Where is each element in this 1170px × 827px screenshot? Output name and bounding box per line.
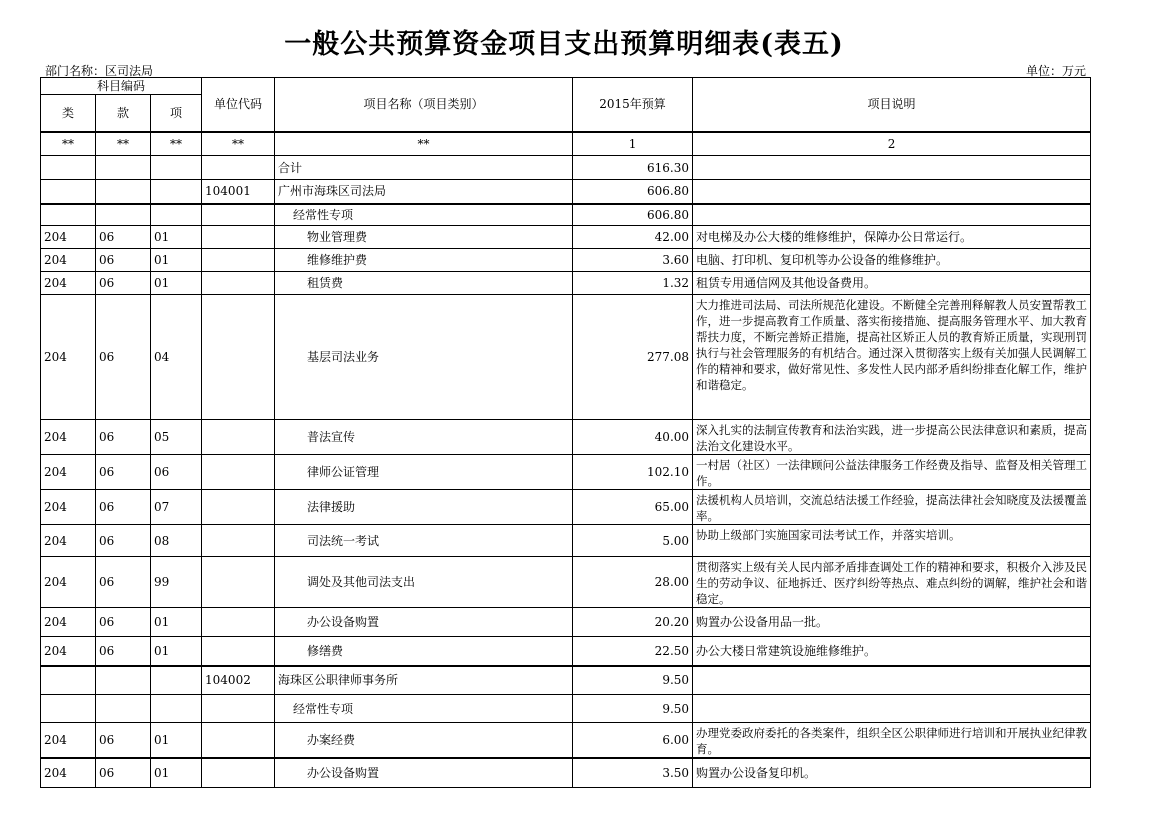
cell-description: 一村居（社区）一法律顾问公益法律服务工作经费及指导、监督及相关管理工作。	[693, 455, 1091, 490]
table-row	[41, 272, 1091, 295]
cell-lei	[41, 180, 96, 204]
cell-kuan	[96, 180, 151, 204]
cell-description: 办理党委政府委托的各类案件，组织全区公职律师进行培训和开展执业纪律教育。	[693, 723, 1091, 759]
cell-unit-code	[202, 249, 275, 272]
table-row	[41, 180, 1091, 204]
cell-project-name: 经常性专项	[275, 204, 573, 226]
cell-description: 购置办公设备用品一批。	[693, 608, 1091, 637]
cell-lei: 204	[41, 637, 96, 666]
cell-lei: 204	[41, 226, 96, 249]
cell-project-name: 普法宣传	[275, 420, 573, 455]
table-row	[41, 723, 1091, 759]
marker-budget: 1	[573, 132, 693, 156]
cell-budget-amount: 102.10	[573, 455, 693, 490]
cell-xiang: 01	[151, 249, 202, 272]
cell-description	[693, 666, 1091, 695]
cell-budget-amount: 3.60	[573, 249, 693, 272]
cell-project-name: 办公设备购置	[275, 758, 573, 787]
header-subject-code: 科目编码	[41, 78, 202, 95]
cell-kuan: 06	[96, 608, 151, 637]
cell-lei	[41, 695, 96, 723]
cell-lei: 204	[41, 295, 96, 420]
cell-xiang: 01	[151, 758, 202, 787]
marker-xiang: **	[151, 132, 202, 156]
cell-project-name: 基层司法业务	[275, 295, 573, 420]
cell-budget-amount: 22.50	[573, 637, 693, 666]
cell-description: 电脑、打印机、复印机等办公设备的维修维护。	[693, 249, 1091, 272]
cell-description: 贯彻落实上级有关人民内部矛盾排查调处工作的精神和要求，积极介入涉及民生的劳动争议、征地拆迁、医疗纠纷等热点、难点纠纷的调解，维护社会和谐稳定。	[693, 557, 1091, 608]
cell-lei: 204	[41, 490, 96, 525]
cell-project-name: 租赁费	[275, 272, 573, 295]
cell-xiang	[151, 666, 202, 695]
cell-budget-amount: 9.50	[573, 695, 693, 723]
cell-xiang: 01	[151, 637, 202, 666]
cell-budget-amount: 20.20	[573, 608, 693, 637]
cell-unit-code: 104002	[202, 666, 275, 695]
cell-xiang: 01	[151, 723, 202, 759]
header-lei: 类	[41, 95, 96, 132]
cell-lei: 204	[41, 723, 96, 759]
cell-xiang: 05	[151, 420, 202, 455]
cell-lei: 204	[41, 455, 96, 490]
cell-project-name: 广州市海珠区司法局	[275, 180, 573, 204]
table-row	[41, 557, 1091, 608]
cell-description	[693, 695, 1091, 723]
cell-xiang: 99	[151, 557, 202, 608]
cell-kuan: 06	[96, 758, 151, 787]
cell-unit-code	[202, 490, 275, 525]
cell-kuan	[96, 695, 151, 723]
cell-project-name: 调处及其他司法支出	[275, 557, 573, 608]
cell-description: 法援机构人员培训，交流总结法援工作经验，提高法律社会知晓度及法援覆盖率。	[693, 490, 1091, 525]
department-label: 部门名称：区司法局	[45, 64, 154, 78]
cell-project-name: 法律援助	[275, 490, 573, 525]
table-row	[41, 608, 1091, 637]
cell-kuan: 06	[96, 226, 151, 249]
cell-lei: 204	[41, 557, 96, 608]
cell-budget-amount: 606.80	[573, 204, 693, 226]
table-row	[41, 226, 1091, 249]
cell-unit-code	[202, 226, 275, 249]
table-row	[41, 666, 1091, 695]
marker-name: **	[275, 132, 573, 156]
cell-description: 协助上级部门实施国家司法考试工作，并落实培训。	[693, 525, 1091, 557]
cell-kuan: 06	[96, 272, 151, 295]
cell-project-name: 律师公证管理	[275, 455, 573, 490]
table-row	[41, 490, 1091, 525]
cell-unit-code	[202, 557, 275, 608]
cell-description: 大力推进司法局、司法所规范化建设。不断健全完善刑释解教人员安置帮教工作，进一步提高教育工作质量、落实衔接措施、提高服务管理水平、加大教育帮扶力度，不断完善矫正措施，提高社区矫正人员的教育矫正质量，实现刑罚执行与社会管理服务的有机结合。通过深入贯彻落实上级有关加强人民调解工作的精神和要求，做好常见性、多发性人民内部矛盾纠纷排查化解工作，维护和谐稳定。	[693, 295, 1091, 420]
header-project-name: 项目名称（项目类别）	[275, 78, 573, 132]
cell-budget-amount: 277.08	[573, 295, 693, 420]
cell-kuan: 06	[96, 295, 151, 420]
marker-desc: 2	[693, 132, 1091, 156]
cell-project-name: 海珠区公职律师事务所	[275, 666, 573, 695]
header-xiang: 项	[151, 95, 202, 132]
table-row	[41, 420, 1091, 455]
table-row	[41, 758, 1091, 787]
cell-kuan	[96, 156, 151, 180]
cell-budget-amount: 42.00	[573, 226, 693, 249]
cell-kuan: 06	[96, 249, 151, 272]
cell-unit-code	[202, 637, 275, 666]
cell-xiang: 04	[151, 295, 202, 420]
cell-budget-amount: 40.00	[573, 420, 693, 455]
table-row	[41, 455, 1091, 490]
cell-xiang: 07	[151, 490, 202, 525]
cell-description	[693, 204, 1091, 226]
table-row	[41, 249, 1091, 272]
cell-description: 购置办公设备复印机。	[693, 758, 1091, 787]
cell-unit-code: 104001	[202, 180, 275, 204]
cell-kuan: 06	[96, 490, 151, 525]
table-row	[41, 204, 1091, 226]
cell-lei: 204	[41, 758, 96, 787]
cell-project-name: 合计	[275, 156, 573, 180]
cell-description: 对电梯及办公大楼的维修维护，保障办公日常运行。	[693, 226, 1091, 249]
cell-unit-code	[202, 758, 275, 787]
cell-budget-amount: 65.00	[573, 490, 693, 525]
marker-kuan: **	[96, 132, 151, 156]
cell-lei: 204	[41, 608, 96, 637]
cell-budget-amount: 9.50	[573, 666, 693, 695]
cell-xiang: 01	[151, 272, 202, 295]
header-kuan: 款	[96, 95, 151, 132]
table-row	[41, 525, 1091, 557]
page-title: 一般公共预算资金项目支出预算明细表(表五)	[284, 29, 844, 60]
cell-unit-code	[202, 455, 275, 490]
cell-kuan: 06	[96, 637, 151, 666]
table-row	[41, 295, 1091, 420]
cell-lei	[41, 666, 96, 695]
cell-unit-code	[202, 723, 275, 759]
cell-unit-code	[202, 156, 275, 180]
cell-budget-amount: 1.32	[573, 272, 693, 295]
cell-unit-code	[202, 608, 275, 637]
cell-budget-amount: 606.80	[573, 180, 693, 204]
cell-kuan	[96, 666, 151, 695]
cell-budget-amount: 5.00	[573, 525, 693, 557]
table-row	[41, 695, 1091, 723]
cell-description	[693, 156, 1091, 180]
cell-unit-code	[202, 695, 275, 723]
cell-kuan: 06	[96, 455, 151, 490]
cell-xiang	[151, 156, 202, 180]
cell-xiang: 06	[151, 455, 202, 490]
cell-project-name: 维修维护费	[275, 249, 573, 272]
cell-xiang: 01	[151, 608, 202, 637]
cell-lei: 204	[41, 525, 96, 557]
cell-xiang: 08	[151, 525, 202, 557]
cell-description: 租赁专用通信网及其他设备费用。	[693, 272, 1091, 295]
table-row	[41, 637, 1091, 666]
cell-unit-code	[202, 525, 275, 557]
header-budget-2015: 2015年预算	[573, 78, 693, 132]
table-row	[41, 156, 1091, 180]
cell-lei	[41, 156, 96, 180]
cell-unit-code	[202, 295, 275, 420]
cell-description: 办公大楼日常建筑设施维修维护。	[693, 637, 1091, 666]
cell-unit-code	[202, 272, 275, 295]
cell-lei: 204	[41, 249, 96, 272]
cell-kuan: 06	[96, 420, 151, 455]
marker-unit-code: **	[202, 132, 275, 156]
cell-project-name: 办公设备购置	[275, 608, 573, 637]
cell-project-name: 物业管理费	[275, 226, 573, 249]
budget-table	[40, 77, 1091, 788]
header-unit-code: 单位代码	[202, 78, 275, 132]
cell-lei	[41, 204, 96, 226]
cell-project-name: 办案经费	[275, 723, 573, 759]
cell-budget-amount: 616.30	[573, 156, 693, 180]
cell-description	[693, 180, 1091, 204]
cell-kuan: 06	[96, 723, 151, 759]
cell-description: 深入扎实的法制宣传教育和法治实践，进一步提高公民法律意识和素质，提高法治文化建设水平。	[693, 420, 1091, 455]
cell-xiang: 01	[151, 226, 202, 249]
header-description: 项目说明	[693, 78, 1091, 132]
unit-label: 单位：万元	[1025, 64, 1086, 78]
cell-unit-code	[202, 420, 275, 455]
marker-lei: **	[41, 132, 96, 156]
cell-kuan: 06	[96, 525, 151, 557]
cell-project-name: 司法统一考试	[275, 525, 573, 557]
cell-unit-code	[202, 204, 275, 226]
cell-xiang	[151, 204, 202, 226]
cell-budget-amount: 28.00	[573, 557, 693, 608]
cell-project-name: 经常性专项	[275, 695, 573, 723]
cell-lei: 204	[41, 420, 96, 455]
cell-budget-amount: 3.50	[573, 758, 693, 787]
cell-kuan: 06	[96, 557, 151, 608]
cell-xiang	[151, 695, 202, 723]
cell-budget-amount: 6.00	[573, 723, 693, 759]
cell-kuan	[96, 204, 151, 226]
cell-project-name: 修缮费	[275, 637, 573, 666]
cell-lei: 204	[41, 272, 96, 295]
cell-xiang	[151, 180, 202, 204]
